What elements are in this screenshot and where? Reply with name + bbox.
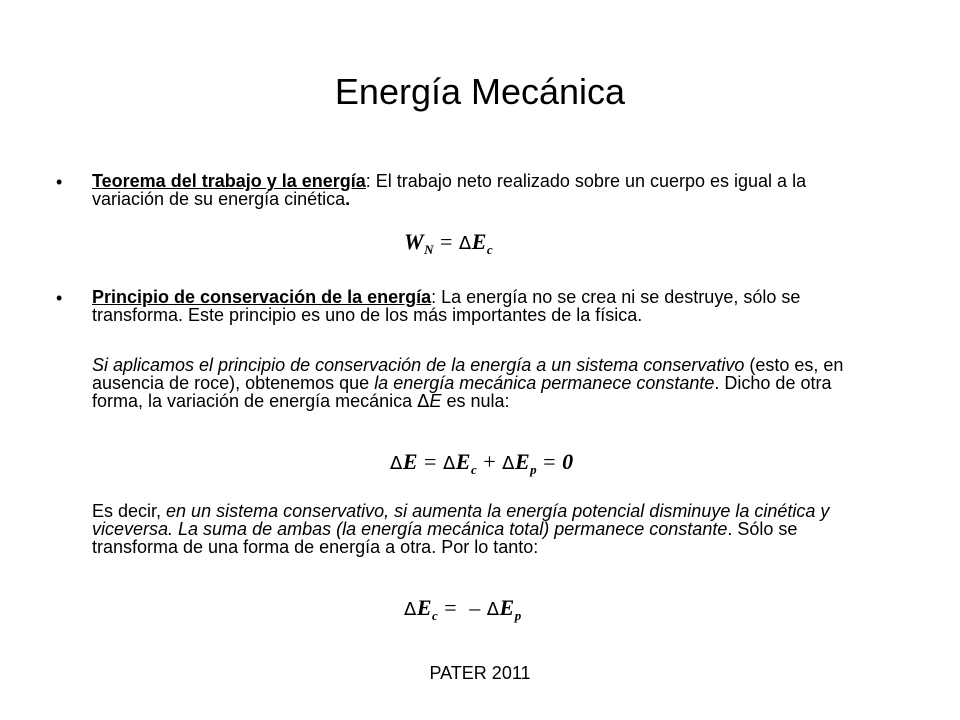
inline-delta-var: E: [429, 391, 442, 411]
formula2-ep-sub: p: [530, 462, 538, 477]
formula-equals: =: [439, 229, 453, 254]
bullet-marker-1: •: [56, 172, 63, 192]
text-transforms: . Sólo se transforma de una forma de energía a otra. Por lo tanto:: [92, 519, 798, 557]
formula-delta: Δ: [458, 233, 472, 254]
text-italic-conservative-system: en un sistema conservativo, si aumenta la energía potencial disminuye la cinética y viceversa. La suma de ambas (la energía mecánica total) permanece constante: [92, 501, 830, 539]
term-work-energy-theorem: Teorema del trabajo y la energía: [92, 171, 366, 191]
formula3-equals: =: [444, 595, 458, 620]
formula2-delta-3: Δ: [502, 453, 515, 474]
formula-e-sub: c: [486, 242, 494, 257]
bullet-marker-2: •: [56, 288, 63, 308]
formula2-equals-2: =: [543, 449, 557, 474]
text-conservation-description: La energía no se crea ni se destruye, sólo se transforma. Este principio es uno de los más importantes de la física.: [92, 287, 801, 325]
formula2-ec: E: [455, 449, 471, 474]
term-separator-2: :: [431, 287, 437, 307]
formula2-ep: E: [514, 449, 531, 474]
term-separator: :: [365, 171, 371, 191]
formula3-delta-2: Δ: [486, 599, 500, 620]
formula3-ec-sub: c: [432, 608, 439, 623]
formula3-ec: E: [416, 595, 433, 620]
formula3-delta-1: Δ: [404, 599, 417, 620]
text-work-energy-description: El trabajo neto realizado sobre un cuerpo es igual a la variación de su energía cinética: [92, 171, 807, 209]
slide-title: Energía Mecánica: [334, 71, 626, 112]
formula-w: W: [404, 229, 425, 254]
text-no-friction: (esto es, en ausencia de roce), obtenemos que: [92, 355, 844, 393]
formula2-delta-1: Δ: [390, 453, 403, 474]
inline-delta-symbol: Δ: [417, 391, 430, 412]
formula2-ec-sub: c: [470, 462, 478, 477]
paragraph-conservative-system: [92, 356, 882, 411]
formula-e: E: [471, 229, 487, 254]
paragraph-conservation-principle: [92, 288, 882, 324]
text-italic-constant: la energía mecánica permanece constante: [374, 373, 715, 393]
formula-energy-exchange: [404, 595, 522, 624]
formula2-equals-1: =: [424, 449, 437, 474]
text-variation: . Dicho de otra forma, la variación de energía mecánica: [92, 373, 832, 411]
slide-footer: PATER 2011: [429, 663, 531, 683]
text-es-decir: Es decir,: [92, 501, 167, 521]
formula-w-sub: N: [424, 242, 434, 257]
formula3-ep-sub: p: [514, 608, 522, 623]
formula2-zero: 0: [562, 449, 574, 474]
paragraph-work-energy-theorem: [92, 172, 882, 208]
text-italic-applying: Si aplicamos el principio de conservación de la energía a un sistema conservativo: [92, 355, 745, 375]
text-end-period: .: [345, 189, 351, 209]
term-conservation-principle: Principio de conservación de la energía: [92, 287, 432, 307]
paragraph-that-is: [92, 502, 882, 556]
formula-work-energy: [404, 229, 493, 258]
formula-mechanical-energy: [390, 449, 574, 478]
formula2-plus: +: [483, 449, 497, 474]
formula2-e: E: [402, 449, 419, 474]
formula2-delta-2: Δ: [442, 453, 456, 474]
formula3-ep: E: [499, 595, 515, 620]
text-is-zero: es nula:: [441, 391, 510, 411]
formula3-minus: –: [469, 595, 481, 620]
